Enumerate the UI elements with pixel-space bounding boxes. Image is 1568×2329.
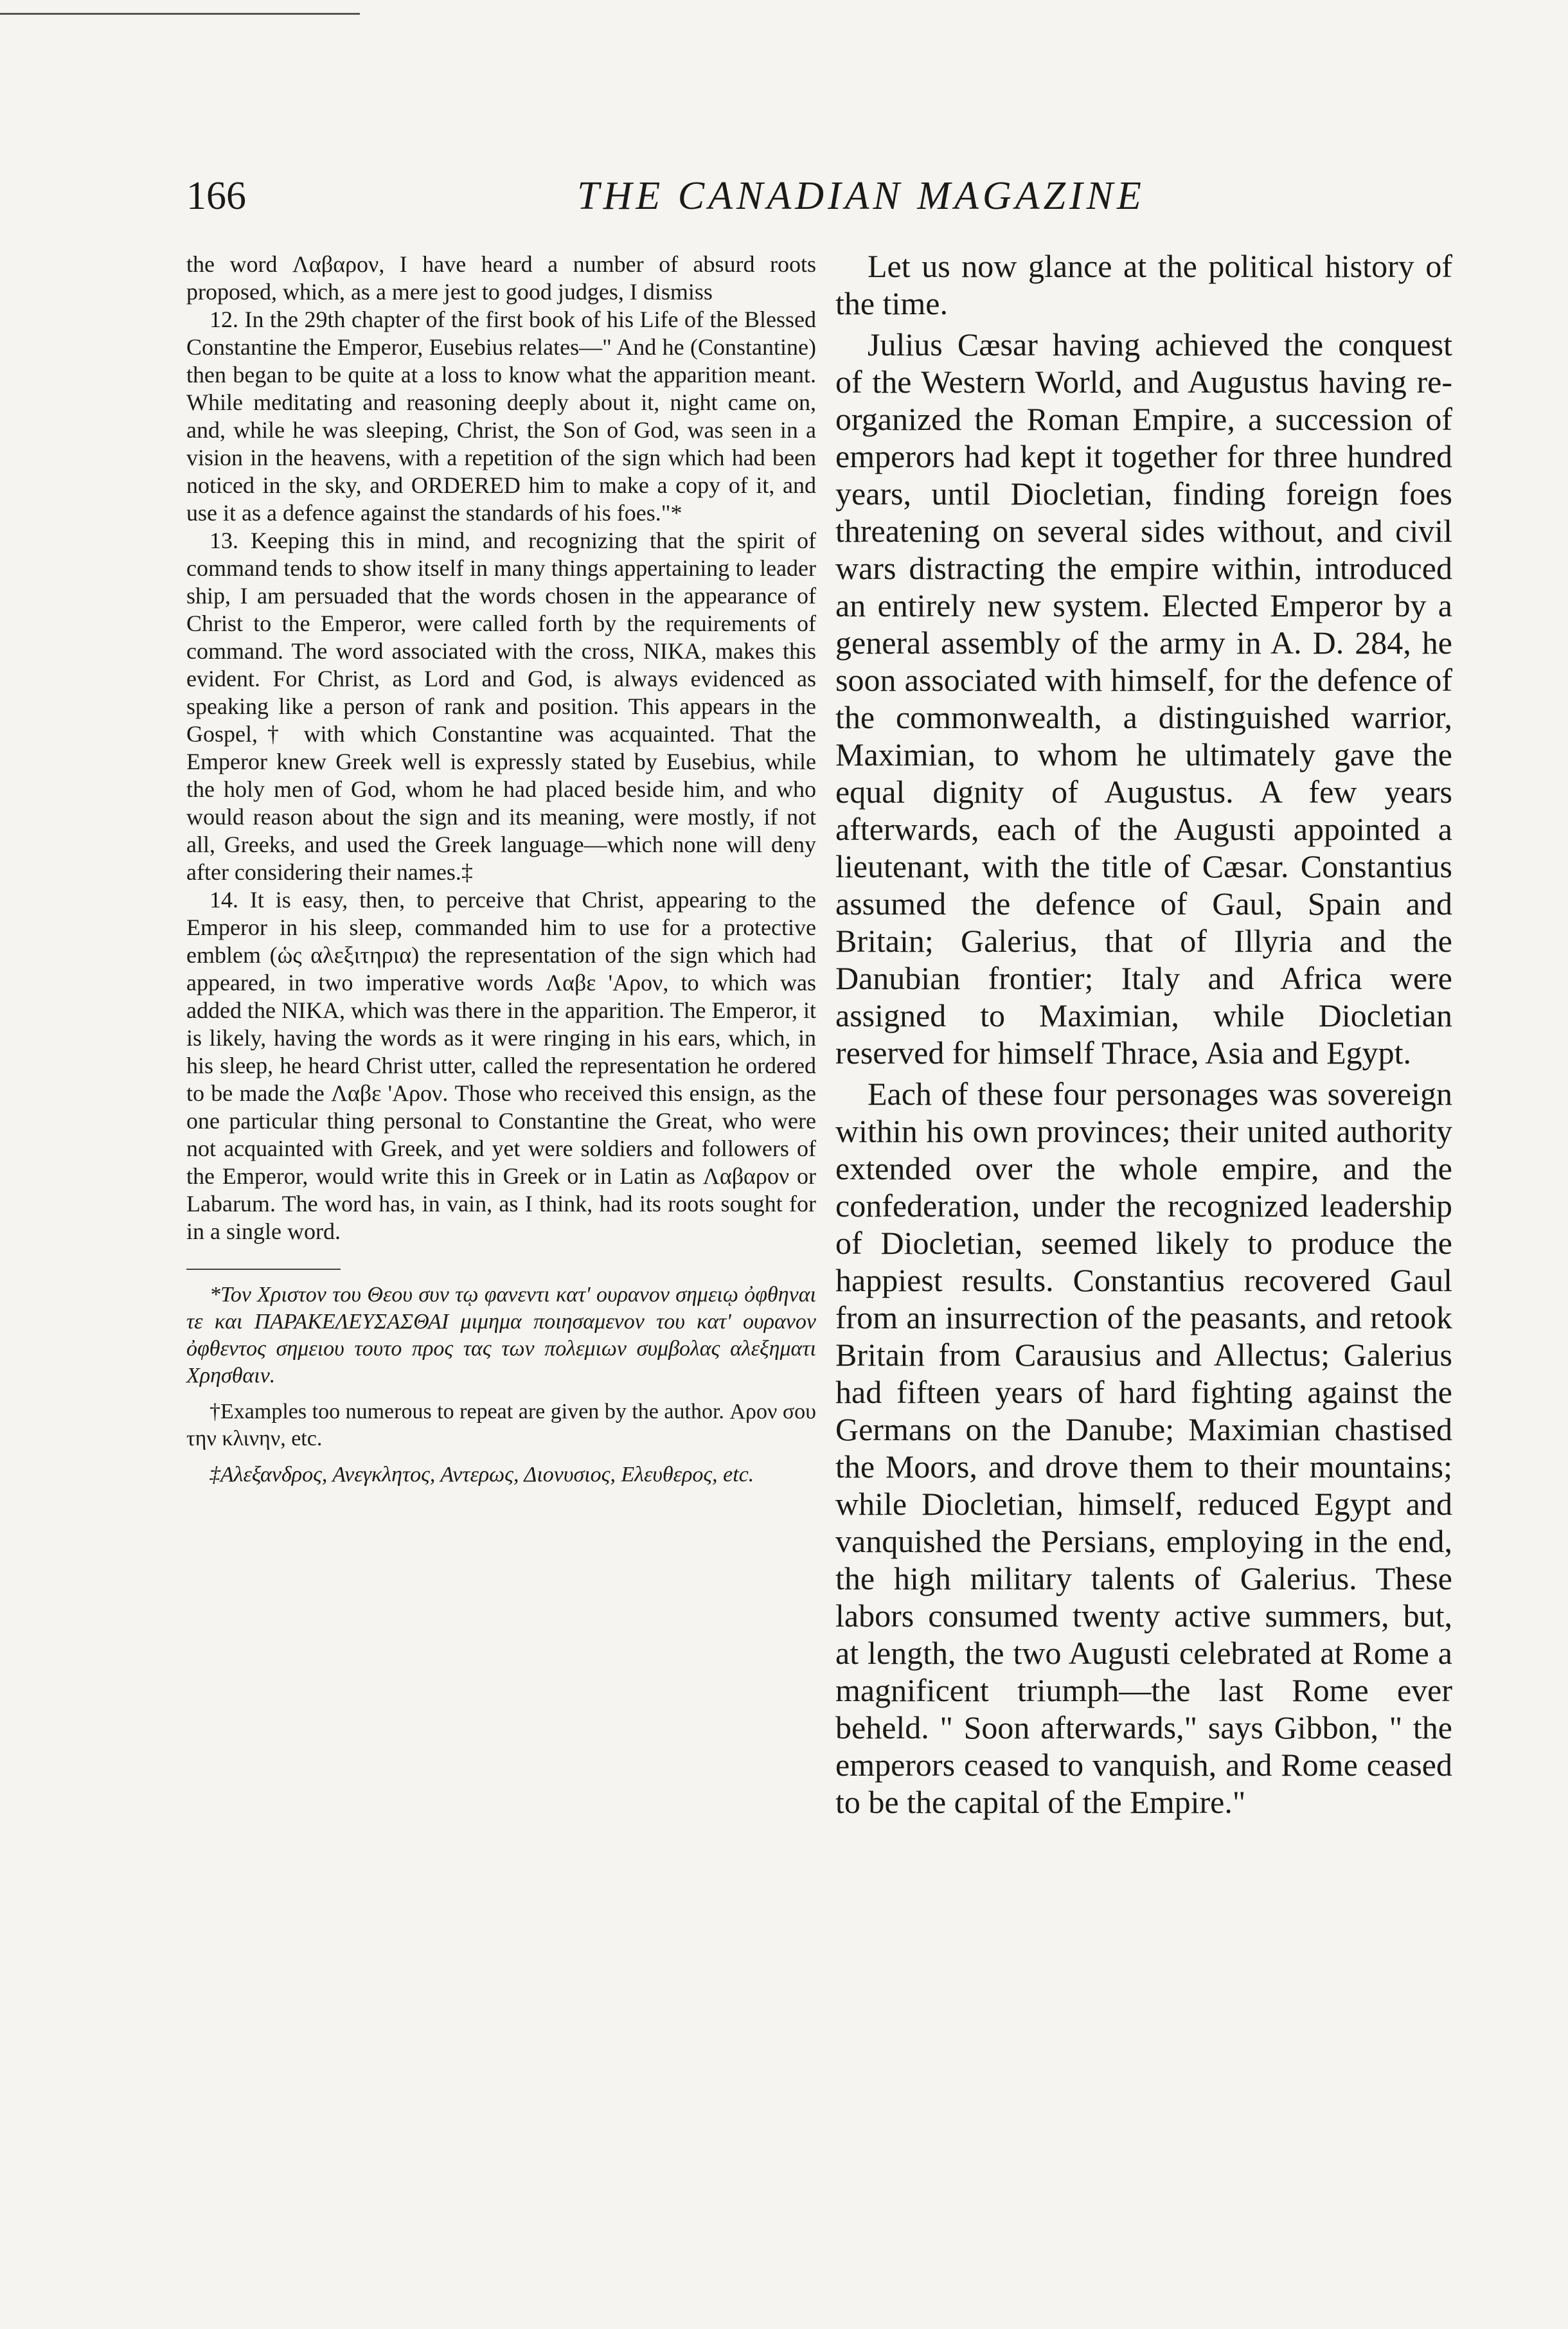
running-title: THE CANADIAN MAGAZINE [577,174,1145,218]
paragraph-left-4: 14. It is easy, then, to perceive that Christ, appearing to the Emperor in his sleep, commanded him to use for a protective emblem (ὡς αλεξιτηρια) the representation of the sign which had appeared, in two imperative words Λαβε 'Αρον, to which was added the NIKA, which was there in the apparition. The Emperor, it is likely, having the words as it were ringing in his ears, which, in his sleep, he heard Christ utter, called the representation he ordered to be made the Λαβε 'Αρον. Those who received this ensign, as the one particular thing personal to Constantine the Great, who were not acquainted with Greek, and yet were soldiers and followers of the Emperor, would write this in Greek or in Latin as Λαβαρον or Labarum. The word has, in vain, as I think, had its roots sought for in a single word. [186,887,816,1244]
footnote-divider [186,1269,341,1270]
footnote-3: ‡Αλεξανδρος, Ανεγκλητος, Αντερως, Διονυσιος, Ελευθερος, etc. [209,1463,754,1486]
top-rule [0,13,360,15]
page-header [186,174,1446,225]
footnote-1: *Τον Χριστον του Θεου συν τῳ φανεντι κατ' ουρανον σημειῳ ὀφθηναι τε και ΠΑΡΑΚΕΛΕΥΣΑΣΘΑΙ μιμημα ποιησαμενον του κατ' ουρανον ὀφθεντος σημειου τουτο προς τας των πολεμιων συμβολας αλεξηματι Χρησθαιν. [186,1283,816,1388]
paragraph-left-2: 12. In the 29th chapter of the first book of his Life of the Blessed Constantine the Emperor, Eusebius relates—" And he (Constantine) then began to be quite at a loss to know what the apparition meant. While meditating and reasoning deeply about it, night came on, and, while he was sleeping, Christ, the Son of God, was seen in a vision in the heavens, with a repetition of the sign which had been noticed in the sky, and ORDERED him to make a copy of it, and use it as a defence against the standards of his foes."* [186,307,816,526]
paragraph-right-2: Julius Cæsar having achieved the conquest of the Western World, and Augustus having re-organized the Roman Empire, a succession of emperors had kept it together for three hundred years, until Diocletian, finding foreign foes threatening on several sides without, and civil wars distracting the empire within, introduced an entirely new system. Elected Emperor by a general assembly of the army in A. D. 284, he soon associated with himself, for the defence of the commonwealth, a distinguished warrior, Maximian, to whom he ultimately gave the equal dignity of Augustus. A few years afterwards, each of the Augusti appointed a lieutenant, with the title of Cæsar. Constantius assumed the defence of Gaul, Spain and Britain; Galerius, that of Illyria and the Danubian frontier; Italy and Africa were assigned to Maximian, while Diocletian reserved for himself Thrace, Asia and Egypt. [835,326,1452,1071]
paragraph-right-3: Each of these four personages was sovereign within his own provinces; their united authority extended over the whole empire, and the confederation, under the recognized leadership of Diocletian, seemed likely to produce the happiest results. Constantius recovered Gaul from an insurrection of the peasants, and retook Britain from Carausius and Allectus; Galerius had fifteen years of hard fighting against the Germans on the Danube; Maximian chastised the Moors, and drove them to their mountains; while Diocletian, himself, reduced Egypt and vanquished the Persians, employing in the end, the high military talents of Galerius. These labors consumed twenty active summers, but, at length, the two Augusti celebrated at Rome a magnificent triumph—the last Rome ever beheld. " Soon afterwards," says Gibbon, " the emperors ceased to vanquish, and Rome ceased to be the capital of the Empire." [835,1076,1452,1820]
right-column [835,247,1452,1821]
left-column [186,251,816,1497]
paragraph-left-1: the word Λαβαρον, I have heard a number of absurd roots proposed, which, as a mere jest to good judges, I dismiss [186,251,816,305]
paragraph-right-1: Let us now glance at the political history of the time. [835,248,1452,321]
page-number: 166 [186,174,246,218]
footnote-2: †Examples too numerous to repeat are given by the author. Αρον σου την κλινην, etc. [186,1400,816,1450]
paragraph-left-3: 13. Keeping this in mind, and recognizing that the spirit of command tends to show itself in many things appertaining to leader ship, I am persuaded that the words chosen in the appearance of Christ to the Emperor, were called forth by the requirements of command. The word associated with the cross, NIKA, makes this evident. For Christ, as Lord and God, is always evidenced as speaking like a person of rank and position. This appears in the Gospel,† with which Constantine was acquainted. That the Emperor knew Greek well is expressly stated by Eusebius, while the holy men of God, whom he had placed beside him, and who would reason about the sign and its meaning, were mostly, if not all, Greeks, and used the Greek language—which none will deny after considering their names.‡ [186,528,816,885]
